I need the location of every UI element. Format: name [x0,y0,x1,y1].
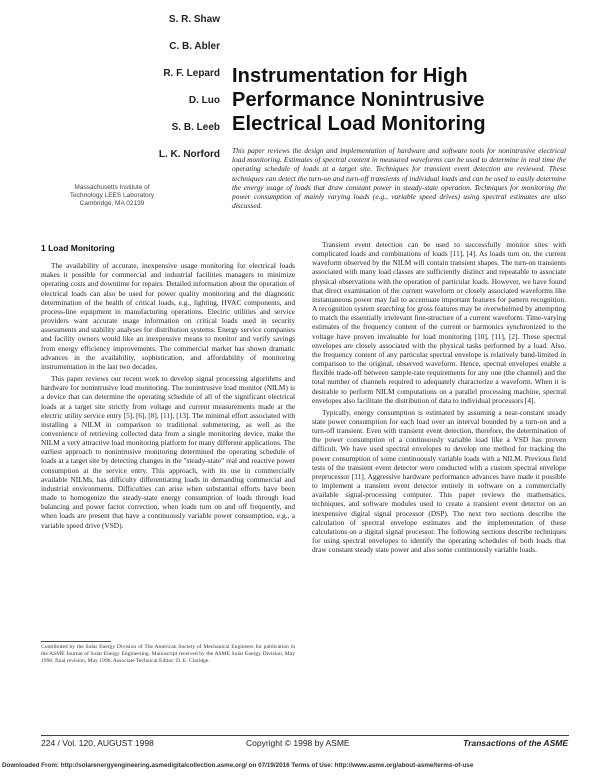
issue-info: 224 / Vol. 120, AUGUST 1998 [41,738,154,748]
author-name: D. Luo [188,95,220,106]
footnote-divider [41,641,111,642]
right-column [312,240,566,557]
author-name: R. F. Lepard [163,68,220,79]
left-column [41,244,295,533]
body-paragraph: This paper reviews our recent work to develop signal processing algorithms and hardware for nonintrusive load monitoring. The nonintrusive load monitor (NILM) is a device that can determine the operating schedule of all of the significant electrical loads at a target site strictly from voltage and current measurements made at the electric utility service entry [5], [6], [8], [11], [13]. The minimal effort associated with installing a NILM in comparison to traditional submetering, as well as the convenience of retrieving collected data from a single monitoring device, make the NILM a very attractive load monitoring platform for many different applications. The earliest approach to nonintrusive monitoring determined the operating schedule of loads at a target site by detecting changes in the "steady-state" real and reactive power consumption at the service entry. This approach, with its use in commercially available NILMs, has difficulty differentiating loads in demanding commercial and industrial environments. Difficulties can arise when substantial efforts have been made to homogenize the steady-state energy consumption of loads through load balancing and power factor correction, when loads turn on and off frequently, and when loads are present that have a continuously variable power consumption, e.g., a variable speed drive (VSD). [41,374,295,530]
author-name: S. B. Leeb [171,122,220,133]
download-notice: Downloaded From: http://solarenergyengineering.asmedigitalcollection.asme.org/ on 07/19/2016 Terms of Use: http://www.asme.org/about-asme/terms-of-use [2,762,474,769]
abstract: This paper reviews the design and implementation of hardware and software tools for nonintrusive electrical load monitoring. Estimates of spectral content in measured waveforms can be used to determine in real time the operating schedule of loads at a target site. Techniques for transient event detection are reviewed. These techniques can detect the turn-on and turn-off transients of individual loads and can be used to easily determine the energy usage of loads that draw constant power in steady-state operation. Techniques for monitoring the power consumption of mainly varying loads (e.g., variable speed drives) using spectral estimates are also discussed. [232,146,566,211]
journal-name: Transactions of the ASME [463,738,568,748]
body-paragraph: The availability of accurate, inexpensive usage monitoring for electrical loads makes it possible for commercial and industrial facilities managers to minimize operating costs and downtime for repairs. Detailed information about the operation of electrical loads can also be used for power quality monitoring and the diagnostic determination of the health of critical loads, e.g., lighting, HVAC components, and process-line equipment in manufacturing operations. Electric utilities and service providers want accurate usage information on critical loads used in security assessments and stability analyses for distribution systems. Energy service companies and facility owners would like an inexpensive means to monitor and verify savings from energy efficiency improvements. The commercial market has shown dramatic advances in the availability, sophistication, and affordability of monitoring instrumentation in the last two decades. [41,261,295,371]
footnote: Contributed by the Solar Energy Division of The American Society of Mechanical Engineers for publication in the ASME Journal of Solar Energy Engineering. Manuscript received by the ASME Solar Energy Division, May 1996; final revision, May 1996. Associate Technical Editor: D. E. Claridge. [41,644,295,664]
author-name: L. K. Norford [158,149,220,160]
body-paragraph: Transient event detection can be used to successfully monitor sites with complicated loads and combinations of loads [11], [4]. As loads turn on, the current waveform observed by the NILM will contain transient shapes. The turn-on transients associated with many load classes are sufficiently distinct and repeatable to associate physical observations with the operation of particular loads. However, we have found that direct examination of the current waveform or closely associated waveforms like instantaneous power may fail to accentuate important features for pattern recognition. A recognition system searching for gross features may be overwhelmed by attempting to match the essentially irrelevant fine-structure of a current waveform. Time-varying estimates of the frequency content of the current or harmonics synchronized to the voltage have proven invaluable for load monitoring [10], [11], [2]. These spectral envelopes are closely associated with the physical tasks performed by a load. Also, the frequency content of any particular spectral envelope is relatively band-limited in comparison to the original, observed waveform. Hence, spectral envelopes enable a flexible trade-off between sample-rate requirements for any one (the channel) and the total number of channels required to adequately characterize a waveform. When it is desirable to perform NILM computations on a parallel processing machine, spectral envelopes also facilitate the distribution of data to individual processors [4]. [312,240,566,405]
author-affiliation: Massachusetts Institute of Technology LEES Laboratory Cambridge, MA 02139 [69,184,155,207]
author-list [60,14,220,176]
paper-title: Instrumentation for High Performance Nonintrusive Electrical Load Monitoring [232,65,486,135]
author-name: C. B. Abler [169,41,220,52]
copyright: Copyright © 1998 by ASME [246,738,350,748]
section-heading: 1 Load Monitoring [41,243,115,253]
footer-divider [41,735,569,736]
body-paragraph: Typically, energy consumption is estimated by assuming a near-constant steady state power consumption for each load over an interval bounded by a turn-on and a turn-off transient. Even with transient event detection, therefore, the determination of the power consumption of a continuously variable load like a VSD has proven difficult. We have used spectral envelopes to develop one method for tracking the power consumption of some continuously variable loads with a NILM. Previous field tests of the transient event detector were conducted with a custom spectral envelope preprocessor [11]. Aggressive hardware performance advances have made it possible to implement a transient event detector entirely in software on a commercially available signal-processing computer. This paper reviews the mathematics, techniques, and software modules used to create a transient event detector on an inexpensive digital signal processor (DSP). The next two sections describe the calculation of spectral envelope estimates and the implementation of these calculations on a digital signal processor. The following sections describe techniques for using spectral envelopes to identify the operating schedules of both loads that draw constant steady state power and also some continuously variable loads. [312,407,566,555]
author-name: S. R. Shaw [168,14,220,25]
